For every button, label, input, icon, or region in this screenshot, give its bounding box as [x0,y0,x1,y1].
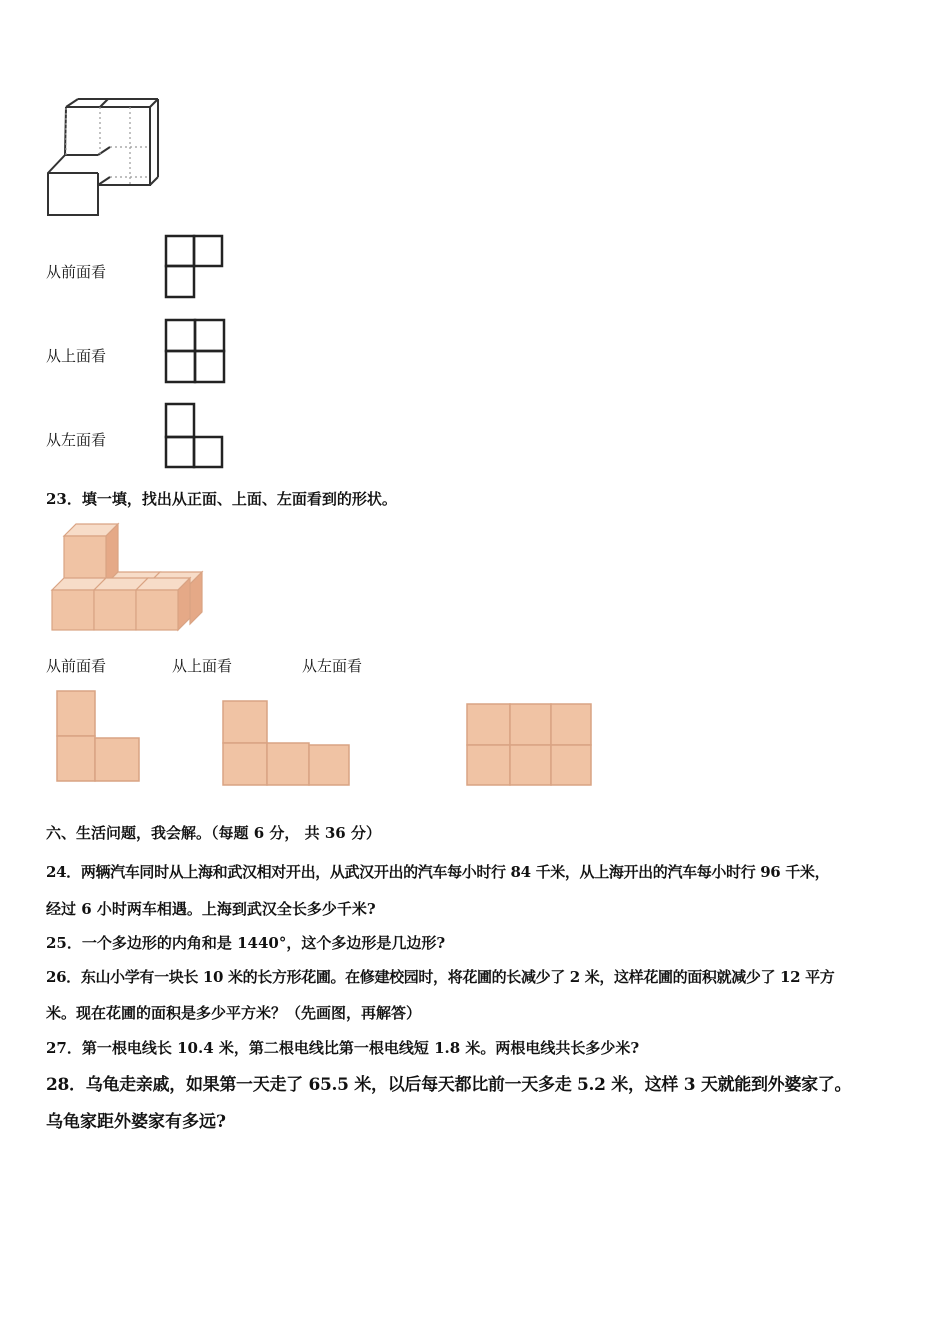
q24-line1: 24．两辆汽车同时从上海和武汉相对开出，从武汉开出的汽车每小时行 84 千米，从上海开出的汽车每小时行 96 千米， [46,863,830,881]
section6-heading: 六、生活问题，我会解。（每题 6 分， 共 36 分） [46,824,381,842]
q23-prompt: 23．填一填，找出从正面、上面、左面看到的形状。 [46,490,397,508]
q27: 27．第一根电线长 10.4 米，第二根电线比第一根电线短 1.8 米。两根电线共长多少米? [46,1039,640,1057]
q23-cube-structure [48,522,208,634]
q24-line2: 经过 6 小时两车相遇。上海到武汉全长多少千米? [46,900,376,918]
solid-figure-sketch [40,95,170,225]
q28-line2: 乌龟家距外婆家有多远? [46,1112,226,1132]
q22-front-label: 从前面看 [46,263,107,281]
q23-left-view [466,703,594,787]
q23-front-label: 从前面看 [46,657,107,675]
q23-left-label: 从左面看 [302,657,363,675]
q22-left-label: 从左面看 [46,431,107,449]
q23-front-view [56,690,142,784]
q23-top-view [222,700,352,788]
q26-line2: 米。现在花圃的面积是多少平方米？（先画图，再解答） [46,1004,422,1022]
q22-top-label: 从上面看 [46,347,107,365]
q22-top-view [164,318,228,384]
q22-left-view [164,402,226,470]
q22-front-view [164,234,226,300]
q25: 25．一个多边形的内角和是 1440°，这个多边形是几边形? [46,934,446,952]
q28-line1: 28．乌龟走亲戚，如果第一天走了 65.5 米，以后每天都比前一天多走 5.2 米，这样 3 天就能到外婆家了。 [46,1075,852,1095]
q23-top-label: 从上面看 [172,657,233,675]
q26-line1: 26．东山小学有一块长 10 米的长方形花圃。在修建校园时，将花圃的长减少了 2 米，这样花圃的面积就减少了 12 平方 [46,968,835,986]
